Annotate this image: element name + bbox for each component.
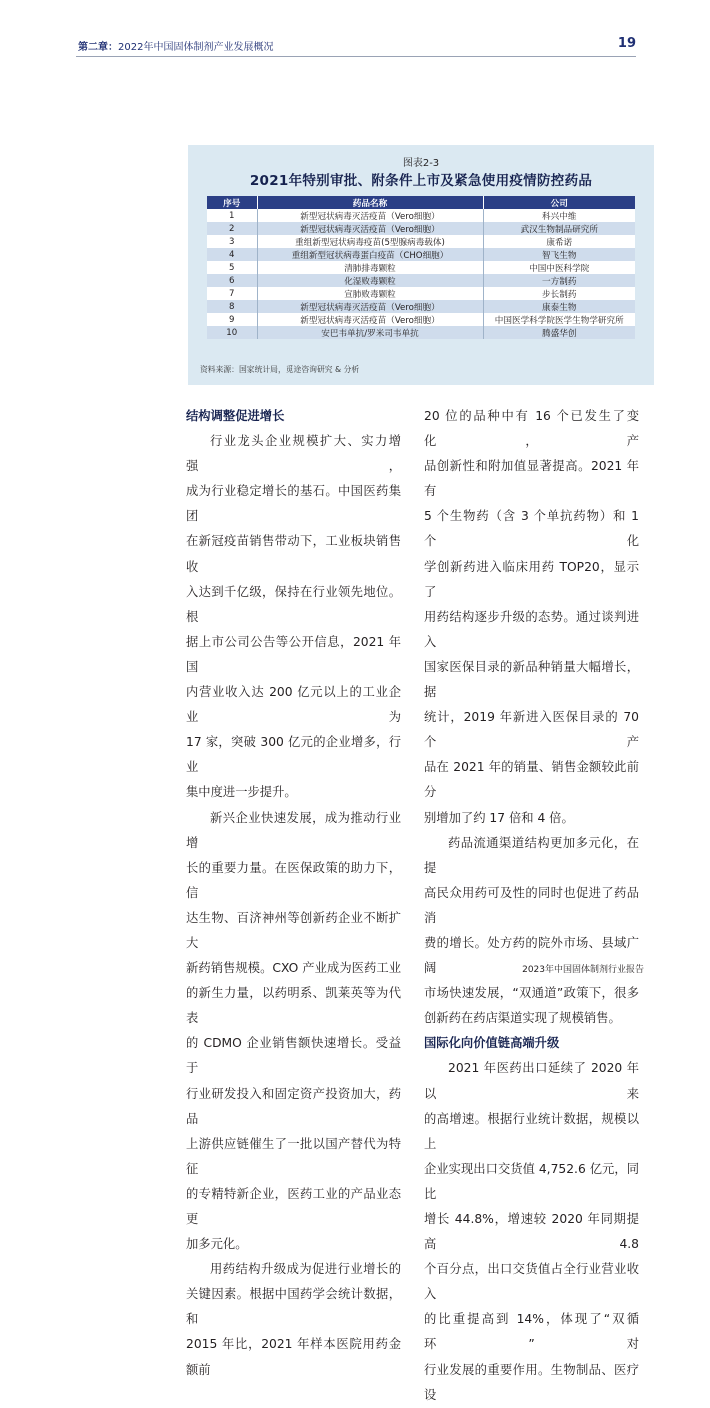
- paragraph-line: 品在 2021 年的销量、销售金额较此前分: [424, 760, 639, 800]
- table-cell: 清肺排毒颗粒: [257, 261, 483, 274]
- paragraph-line: 的高增速。根据行业统计数据，规模以上: [424, 1111, 639, 1151]
- paragraph-line: 2015 年比，2021 年样本医院用药金额前: [186, 1337, 401, 1377]
- paragraph-line: 创新药在药店渠道实现了规模销售。: [424, 1011, 621, 1026]
- figure-box: [188, 145, 654, 385]
- table-row: [207, 274, 635, 287]
- table-cell: 腾盛华创: [483, 326, 635, 339]
- paragraph-line: 学创新药进入临床用药 TOP20，显示了: [424, 559, 639, 599]
- table-cell: 10: [207, 326, 257, 339]
- table-header-cell: 药品名称: [257, 196, 483, 209]
- paragraph-line: 的专精特新企业，医药工业的产品业态更: [186, 1186, 401, 1226]
- table-cell: 4: [207, 248, 257, 261]
- table-cell: 8: [207, 300, 257, 313]
- table-cell: 宣肺败毒颗粒: [257, 287, 483, 300]
- paragraph-line: 统计，2019 年新进入医保目录的 70 个产: [424, 710, 639, 750]
- paragraph-line: 的 CDMO 企业销售额快速增长。受益于: [186, 1036, 401, 1076]
- section-heading: 国际化向价值链高端升级: [424, 1036, 560, 1051]
- paragraph-line: 的比重提高到 14%，体现了“双循环”对: [424, 1312, 639, 1352]
- table-cell: 5: [207, 261, 257, 274]
- table-header-row: [207, 196, 635, 209]
- paragraph-line: 关键因素。根据中国药学会统计数据，和: [186, 1287, 401, 1327]
- table-cell: 新型冠状病毒灭活疫苗（Vero细胞）: [257, 313, 483, 326]
- paragraph-line: 行业发展的重要作用。生物制品、医疗设: [424, 1362, 639, 1402]
- paragraph-line: 集中度进一步提升。: [186, 785, 297, 800]
- paragraph-line: 国家医保目录的新品种销量大幅增长，据: [424, 659, 639, 700]
- paragraph-line: 别增加了约 17 倍和 4 倍。: [424, 810, 574, 825]
- chapter-prefix: 第二章：: [78, 42, 118, 53]
- drug-table: [207, 196, 635, 339]
- page-number: 19: [617, 36, 636, 51]
- table-row: [207, 209, 635, 222]
- paragraph-line: 费的增长。处方药的院外市场、县域广阔: [424, 935, 639, 976]
- table-cell: 一方制药: [483, 274, 635, 287]
- paragraph-line: 企业实现出口交货值 4,752.6 亿元，同比: [424, 1161, 639, 1201]
- table-cell: 新型冠状病毒灭活疫苗（Vero细胞）: [257, 222, 483, 235]
- paragraph-line: 长的重要力量。在医保政策的助力下，信: [186, 860, 401, 900]
- chapter-title: [78, 38, 273, 53]
- table-cell: 步长制药: [483, 287, 635, 300]
- paragraph-line: 在新冠疫苗销售带动下，工业板块销售收: [186, 534, 401, 574]
- paragraph-line: 市场快速发展，“双通道”政策下，很多: [424, 986, 639, 1001]
- table-cell: 6: [207, 274, 257, 287]
- figure-title: 2021年特别审批、附条件上市及紧急使用疫情防控药品: [249, 173, 593, 189]
- table-cell: 智飞生物: [483, 248, 635, 261]
- paragraph-line: 用药结构升级成为促进行业增长的: [210, 1262, 401, 1277]
- figure-label: 图表2-3: [402, 158, 440, 169]
- table-cell: 科兴中维: [483, 209, 635, 222]
- table-cell: 安巴韦单抗/罗米司韦单抗: [257, 326, 483, 339]
- page-footer: 2023年中国固体制剂行业报告: [522, 965, 644, 975]
- table-header-cell: 公司: [483, 196, 635, 209]
- paragraph-line: 品创新性和附加值显著提高。2021 年有: [424, 459, 639, 499]
- table-cell: 重组新型冠状病毒疫苗(5型腺病毒载体): [257, 235, 483, 248]
- paragraph-line: 加多元化。: [186, 1237, 248, 1252]
- table-cell: 中国中医科学院: [483, 261, 635, 274]
- paragraph-line: 行业研发投入和固定资产投资加大，药品: [186, 1086, 401, 1126]
- table-cell: 1: [207, 209, 257, 222]
- paragraph-line: 2021 年医药出口延续了 2020 年以来: [424, 1061, 639, 1101]
- table-row: [207, 313, 635, 326]
- table-cell: 9: [207, 313, 257, 326]
- paragraph-line: 用药结构逐步升级的态势。通过谈判进入: [424, 609, 639, 649]
- table-row: [207, 287, 635, 300]
- table-cell: 3: [207, 235, 257, 248]
- table-cell: 康希诺: [483, 235, 635, 248]
- left-text-column: [186, 404, 401, 1383]
- table-cell: 新型冠状病毒灭活疫苗（Vero细胞）: [257, 300, 483, 313]
- table-header-cell: 序号: [207, 196, 257, 209]
- paragraph-line: 5 个生物药（含 3 个单抗药物）和 1 个化: [424, 509, 639, 549]
- paragraph-line: 新兴企业快速发展，成为推动行业增: [186, 810, 401, 850]
- table-row: [207, 248, 635, 261]
- paragraph-line: 内营业收入达 200 亿元以上的工业企业为: [186, 685, 401, 725]
- table-cell: 新型冠状病毒灭活疫苗（Vero细胞）: [257, 209, 483, 222]
- table-row: [207, 261, 635, 274]
- chapter-name: 2022年中国固体制剂产业发展概况: [118, 42, 274, 53]
- table-cell: 中国医学科学院医学生物学研究所: [483, 313, 635, 326]
- paragraph-line: 上游供应链催生了一批以国产替代为特征: [186, 1136, 401, 1176]
- paragraph-line: 个百分点，出口交货值占全行业营业收入: [424, 1262, 639, 1302]
- paragraph-line: 成为行业稳定增长的基石。中国医药集团: [186, 484, 401, 524]
- table-body: [207, 209, 635, 339]
- table-row: [207, 235, 635, 248]
- table-cell: 化湿败毒颗粒: [257, 274, 483, 287]
- table-row: [207, 326, 635, 339]
- paragraph-line: 20 位的品种中有 16 个已发生了变化，产: [424, 409, 639, 449]
- paragraph-line: 17 家，突破 300 亿元的企业增多，行业: [186, 735, 401, 775]
- paragraph-line: 据上市公司公告等公开信息，2021 年国: [186, 634, 401, 674]
- table-cell: 7: [207, 287, 257, 300]
- paragraph-line: 高民众用药可及性的同时也促进了药品消: [424, 885, 639, 925]
- paragraph-line: 的新生力量，以药明系、凯莱英等为代表: [186, 986, 401, 1026]
- paragraph-line: 新药销售规模。CXO 产业成为医药工业: [186, 961, 401, 976]
- table-cell: 康泰生物: [483, 300, 635, 313]
- paragraph-line: 增长 44.8%，增速较 2020 年同期提高 4.8: [424, 1212, 639, 1252]
- paragraph-line: 药品流通渠道结构更加多元化，在提: [424, 835, 639, 875]
- paragraph-line: 行业龙头企业规模扩大、实力增强，: [186, 434, 401, 474]
- section-heading: 结构调整促进增长: [186, 409, 285, 423]
- table-cell: 2: [207, 222, 257, 235]
- paragraph-line: 达生物、百济神州等创新药企业不断扩大: [186, 910, 401, 950]
- page-header: [78, 36, 636, 56]
- header-divider: [76, 56, 636, 57]
- figure-source: 资料来源：国家统计局，觅途咨询研究 & 分析: [200, 365, 360, 374]
- table-cell: 重组新型冠状病毒蛋白疫苗（CHO细胞）: [257, 248, 483, 261]
- table-row: [207, 300, 635, 313]
- paragraph-line: 入达到千亿级，保持在行业领先地位。根: [186, 584, 401, 624]
- right-text-column: [424, 404, 639, 1408]
- table-cell: 武汉生物制品研究所: [483, 222, 635, 235]
- table-row: [207, 222, 635, 235]
